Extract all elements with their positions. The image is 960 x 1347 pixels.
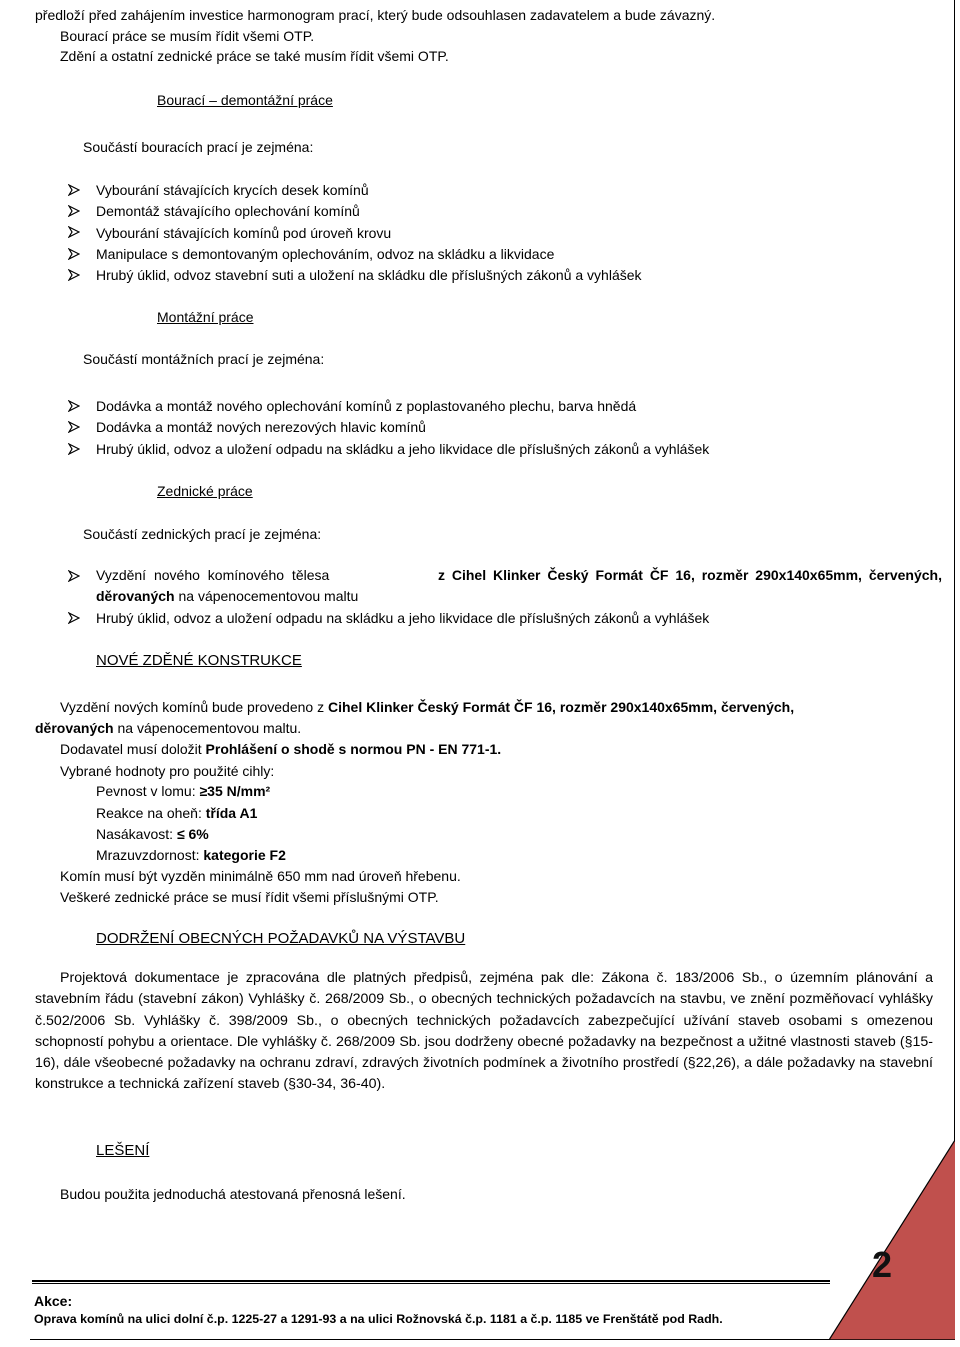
arrow-bullet-icon xyxy=(68,612,80,624)
p1-brick: Cihel Klinker Český Formát ČF 16, rozměr 290x140x65mm, červených, xyxy=(327,699,795,715)
demolition-heading: Bourací – demontážní práce xyxy=(157,92,333,108)
new-structures-p3: Vybrané hodnoty pro použité cihly: xyxy=(60,763,275,779)
masonry-subheading: Součástí zednických prací je zejména: xyxy=(83,526,322,542)
value-label: Reakce na oheň: xyxy=(96,805,202,821)
requirements-heading: DODRŽENÍ OBECNÝCH POŽADAVKŮ NA VÝSTAVBU xyxy=(96,930,466,947)
arrow-bullet-icon xyxy=(68,421,80,433)
page-corner-decoration xyxy=(829,1140,955,1340)
footer-rule xyxy=(32,1280,830,1282)
masonry-item1-mortar: na vápenocementovou maltu xyxy=(178,588,359,604)
list-item: Dodávka a montáž nového oplechování komínů z poplastovaného plechu, barva hnědá xyxy=(96,398,637,414)
new-structures-p1 xyxy=(60,698,794,716)
arrow-bullet-icon xyxy=(68,226,80,238)
intro-line-3: Zdění a ostatní zednické práce se také musím řídit všemi OTP. xyxy=(60,48,449,64)
value-amount: kategorie F2 xyxy=(203,847,286,863)
footer-rule-thin xyxy=(32,1283,830,1284)
list-item: Hrubý úklid, odvoz a uložení odpadu na skládku a jeho likvidace dle příslušných zákonů a vyhlášek xyxy=(96,441,710,457)
value-label: Nasákavost: xyxy=(96,826,174,842)
requirements-text: Projektová dokumentace je zpracována dle platných předpisů, zejména pak dle: Zákona č. 183/2006 Sb., o územním plánování a stavebním řádu (stavební zákon) Vyhlášky č. 268/2009 Sb., o obecných technických požadavcích na stavbu, ve znění pozměňovací vyhlášky č.502/2006 Sb. Vyhlášky č. 398/2009 Sb., o obecných technických požadavcích zabezpečující užívání staveb osobami s omezenou schopností pohybu a orientace. Dle vyhlášky č. 268/2009 Sb. jsou dodrženy obecné požadavky na bezpečnost a užitné vlastnosti staveb (§15-16), dále všeobecné požadavky na ochranu zdraví, zdravých životních podmínek a životního prostředí (§22,26), a dále požadavky na stavební konstrukce a technická zařízení staveb (§30-34, 36-40). xyxy=(35,970,933,1093)
list-item: Dodávka a montáž nových nerezových hlavic komínů xyxy=(96,419,426,435)
arrow-bullet-icon xyxy=(68,570,80,582)
footer-label: Akce: xyxy=(34,1293,73,1309)
list-item xyxy=(96,566,942,584)
arrow-bullet-icon xyxy=(68,248,80,260)
arrow-bullet-icon xyxy=(68,443,80,455)
list-item: Hrubý úklid, odvoz stavební suti a uložení na skládku dle příslušných zákonů a vyhlášek xyxy=(96,267,642,283)
intro-line-1: předloží před zahájením investice harmonogram prací, který bude odsouhlasen zadavatelem a bude závazný. xyxy=(35,7,716,23)
assembly-subheading: Součástí montážních prací je zejména: xyxy=(83,351,325,367)
footer-project-name: Oprava komínů na ulici dolní č.p. 1225-27 a 1291-93 a na ulici Rožnovská č.p. 1181 a č.p. 1185 ve Frenštátě pod Radh. xyxy=(34,1312,723,1326)
masonry-item1-perforated: děrovaných xyxy=(96,588,175,604)
page-number: 2 xyxy=(872,1244,893,1285)
demolition-subheading: Součástí bouracích prací je zejména: xyxy=(83,139,314,155)
new-structures-p4: Komín musí být vyzděn minimálně 650 mm nad úroveň hřebenu. xyxy=(60,868,461,884)
masonry-item1-start: Vyzdění nového komínového tělesa xyxy=(96,567,330,583)
scaffolding-heading: LEŠENÍ xyxy=(96,1142,150,1159)
value-strength xyxy=(96,782,270,800)
list-item: Vybourání stávajících komínů pod úroveň krovu xyxy=(96,225,392,241)
p2-declaration: Prohlášení o shodě s normou PN - EN 771-1. xyxy=(205,741,502,757)
masonry-item1-brick: z Cihel Klinker Český Formát ČF 16, rozměr 290x140x65mm, červených, xyxy=(437,567,942,583)
value-amount: ≤ 6% xyxy=(176,826,209,842)
arrow-bullet-icon xyxy=(68,184,80,196)
assembly-heading: Montážní práce xyxy=(157,309,254,325)
value-label: Mrazuvzdornost: xyxy=(96,847,200,863)
p1-perforated: děrovaných xyxy=(35,720,114,736)
value-fire xyxy=(96,804,257,822)
scaffolding-text: Budou použita jednoduchá atestovaná přenosná lešení. xyxy=(60,1186,406,1202)
masonry-heading: Zednické práce xyxy=(157,483,253,499)
p1-text: Vyzdění nových komínů bude provedeno z xyxy=(60,699,325,715)
arrow-bullet-icon xyxy=(68,400,80,412)
value-frost xyxy=(96,846,286,864)
page-frame xyxy=(30,0,955,1340)
list-item-continuation xyxy=(96,587,358,605)
new-structures-p5: Veškeré zednické práce se musí řídit všemi příslušnými OTP. xyxy=(60,889,439,905)
value-amount: třída A1 xyxy=(205,805,258,821)
arrow-bullet-icon xyxy=(68,269,80,281)
list-item: Vybourání stávajících krycích desek komínů xyxy=(96,182,369,198)
p2-text: Dodavatel musí doložit xyxy=(60,741,202,757)
value-label: Pevnost v lomu: xyxy=(96,783,196,799)
p1-mortar: na vápenocementovou maltu. xyxy=(117,720,302,736)
new-structures-heading: NOVÉ ZDĚNÉ KONSTRUKCE xyxy=(96,652,302,669)
intro-line-2: Bourací práce se musím řídit všemi OTP. xyxy=(60,28,315,44)
list-item: Demontáž stávajícího oplechování komínů xyxy=(96,203,360,219)
new-structures-p2 xyxy=(60,740,501,758)
new-structures-p1-cont xyxy=(35,719,301,737)
value-amount: ≥35 N/mm² xyxy=(199,783,271,799)
list-item: Manipulace s demontovaným oplechováním, odvoz na skládku a likvidace xyxy=(96,246,555,262)
value-absorption xyxy=(96,825,209,843)
arrow-bullet-icon xyxy=(68,205,80,217)
list-item: Hrubý úklid, odvoz a uložení odpadu na skládku a jeho likvidace dle příslušných zákonů a vyhlášek xyxy=(96,610,710,626)
